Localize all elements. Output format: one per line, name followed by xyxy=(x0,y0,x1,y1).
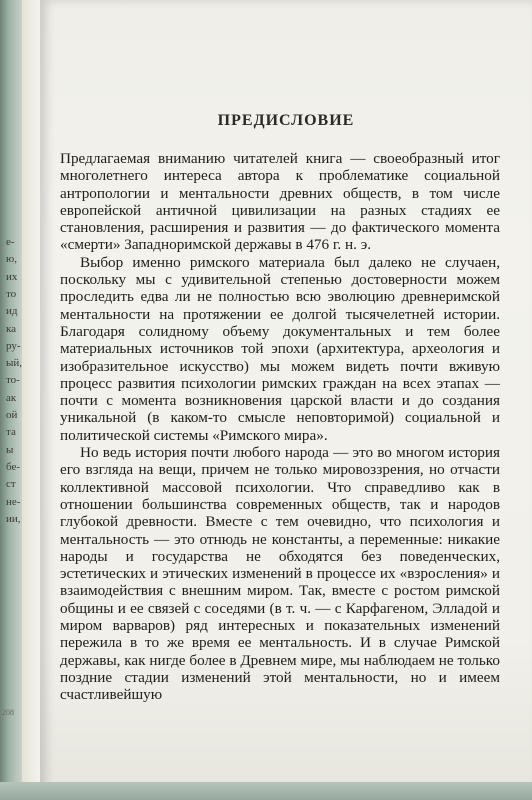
left-page-fragment: не- xyxy=(6,495,21,508)
left-page-fragment: ы xyxy=(6,443,14,456)
paragraph-1: Предлагаемая вниманию читателей книга — своеобразный итог многолетнего интереса автора к проблематике социальной антропологии и ментальности древних обществ, в том числе европейской античной цивилизации на разных стадиях ее становления, расширения и развития — до фактического момента «смерти» Западноримской державы в 476 г. н. э. xyxy=(60,150,500,254)
bottom-cover-edge xyxy=(0,782,532,800)
left-page-fragment: ии, xyxy=(6,512,21,525)
left-page-fragment: то xyxy=(6,287,17,300)
left-page-fragment: ка xyxy=(6,322,17,335)
left-page-fragment: ру- xyxy=(6,339,21,352)
left-page-number: 208 xyxy=(2,708,14,717)
left-page-fragment: бе- xyxy=(6,460,20,473)
left-page-fragment: ст xyxy=(6,478,16,491)
bleed-through-text xyxy=(60,0,520,100)
left-page-fragment: ый, xyxy=(6,357,23,370)
book-page xyxy=(40,0,532,800)
left-page-fragment: ид xyxy=(6,305,18,318)
left-page-fragment: ю, xyxy=(6,253,17,266)
left-page xyxy=(0,0,40,800)
paragraph-3: Но ведь история почти любого народа — это во многом история его взгляда на вещи, причем не только мировоззрения, но отчасти коллективной массовой психологии. Что справедливо как в отношении большинства современных обществ, так и народов глубокой древности. Вместе с тем очевидно, что психология и ментальность — это отнюдь не константы, а переменные: никакие народы и государства не обходятся без поведенческих, эстетических и этических изменений в процессе их «взросления» и взаимодействия с внешним миром. Так, вместе с ростом римской общины и ее связей с соседями (в т. ч. — с Карфагеном, Элладой и миром варваров) ряд интересных и показательных изменений пережила в то же время ее ментальность. И в случае Римской державы, как нигде более в Древнем мире, мы наблюдаем не только поздние стадии изменений этой ментальности, но и имеем счастливейшую xyxy=(60,444,500,704)
chapter-title: ПРЕДИСЛОВИЕ xyxy=(217,112,355,129)
left-page-fragment: их xyxy=(6,270,18,283)
left-page-fragment: то- xyxy=(6,374,20,387)
left-page-fragment: е- xyxy=(6,236,15,248)
left-page-fragment: ой xyxy=(6,409,18,421)
left-page-fragment: ак xyxy=(6,391,17,404)
paragraph-2: Выбор именно римского материала был далеко не случаен, поскольку мы с удивительной степенью достоверности можем проследить едва ли не полностью всю эволюцию древнеримской ментальности на протяжении ее долгой тысячелетней истории. Благодаря солидному объему документальных и тем более материальных источников той эпохи (архитектура, археология и изобразительное искусство) мы можем видеть почти вживую процесс развития психологии римских граждан на всех этапах — почти с момента возникновения царской власти и до создания уникальной (в каком-то смысле неповторимой) социальной и политической системы «Римского мира». xyxy=(60,253,500,444)
left-page-fragment: та xyxy=(6,426,16,439)
body-text xyxy=(60,150,500,704)
